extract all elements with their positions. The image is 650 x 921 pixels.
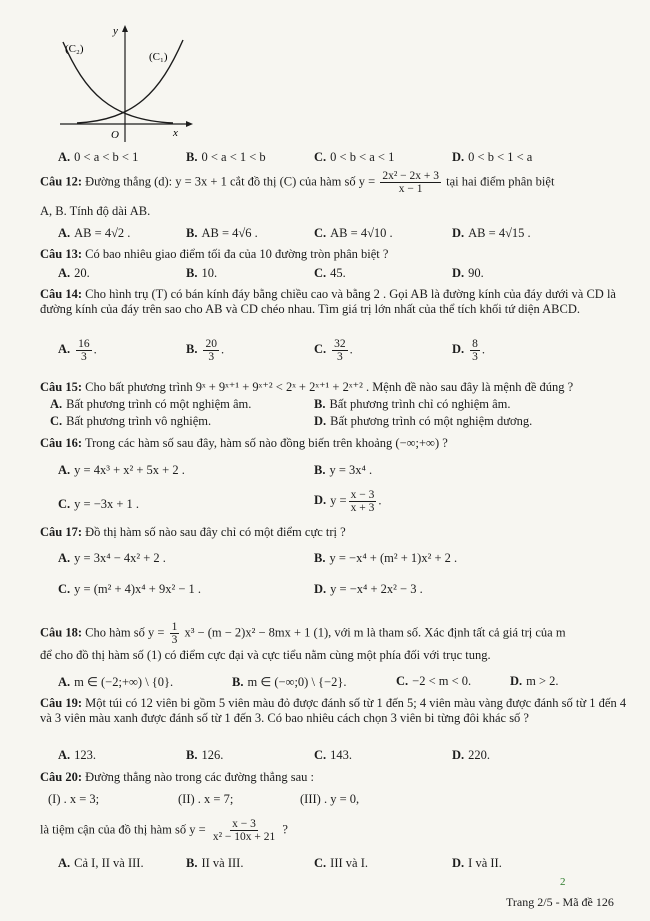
q14-option-c[interactable]: C. $\frac{32}{3}$ . [314,338,353,364]
option-text: y = 3x⁴ − 4x² + 2 . [74,551,166,565]
q19-option-b[interactable] [186,748,223,763]
option-letter: B. [186,266,198,280]
q17-stem [40,525,346,540]
q12-frac-den: x − 1 [398,183,423,196]
option-text: III và I. [330,856,368,870]
q18-frac-num: 1 [171,621,178,633]
option-text: Bất phương trình có một nghiệm dương. [330,414,533,428]
q18-option-a[interactable] [58,674,173,690]
q20-line-3: (III) . y = 0, [300,792,360,806]
x-axis-arrow [186,121,193,127]
frac-num: 32 [334,338,346,350]
option-letter: C. [314,856,327,870]
option-letter: B. [314,551,326,565]
option-text: m ∈ (−2;+∞) \ {0}. [74,675,174,689]
option-text: m ∈ (−∞;0) \ {−2}. [247,675,347,689]
option-fraction [470,338,480,363]
option-letter: A. [58,150,71,164]
frac-den: 3 [472,351,478,364]
question-label: Câu 17: [40,525,83,539]
option-letter: B. [186,748,198,762]
option-letter: C. [396,674,409,688]
option-text: Bất phương trình có một nghiệm âm. [66,397,252,411]
option-text: AB = 4√10 . [330,226,393,240]
q18-option-c[interactable] [396,674,471,689]
option-letter: C. [50,414,63,428]
q16-text: Trong các hàm số sau đây, hàm số nào đồng biến trên khoảng (−∞;+∞) ? [84,436,448,450]
option-text: 126. [201,748,224,762]
q20-line-1: (I) . x = 3; [48,792,100,806]
option-letter: A. [58,551,71,565]
option-fraction [332,338,348,363]
q11-option-b[interactable] [186,150,266,165]
q11-option-c[interactable] [314,150,394,165]
q11-option-a[interactable] [58,150,138,165]
option-text: 123. [74,748,97,762]
q18-text-b: x³ − (m − 2)x² − 8mx + 1 (1), với m là tham số. Xác định tất cả giá trị của m [184,625,566,640]
q20-stem-2 [40,818,288,843]
option-text: 45. [330,266,346,280]
option-letter: C. [314,748,327,762]
option-text: 0 < b < a < 1 [330,150,395,164]
q20-option-d[interactable] [452,856,502,871]
option-letter: D. [510,674,523,688]
q19-option-a[interactable] [58,748,96,763]
option-text: 0 < a < b < 1 [74,150,139,164]
question-label: Câu 18: [40,625,83,640]
option-text: y = 4x³ + x² + 5x + 2 . [74,463,185,477]
q12-text-b: tại hai điểm phân biệt [446,174,555,189]
q16-option-d[interactable] [314,489,381,514]
exponential-graph [55,22,195,147]
q13-text: Có bao nhiêu giao điểm tối đa của 10 đường tròn phân biệt ? [85,247,389,261]
q20-frac-den: x² − 10x + 21 [212,831,276,844]
option-letter: B. [186,342,198,357]
q12-text-c: A, B. Tính độ dài AB. [40,204,151,218]
q15-option-a[interactable] [50,397,251,412]
q17-option-c[interactable] [58,582,201,597]
q16-option-c[interactable] [58,497,139,512]
q12-stem [40,170,554,195]
option-letter: B. [186,226,198,240]
q12-text-a: Đường thẳng (d): y = 3x + 1 cắt đồ thị (C) của hàm số y = [85,174,376,189]
option-text: y = (m² + 4)x⁴ + 9x² − 1 . [74,582,202,596]
frac-num: x − 3 [350,489,375,501]
y-axis-arrow [122,25,128,32]
option-letter: A. [58,226,71,240]
option-text: 143. [330,748,353,762]
q13-option-d[interactable] [452,266,484,281]
option-fraction [349,489,377,514]
option-letter: D. [314,493,327,508]
option-text: 90. [468,266,484,280]
q17-option-b[interactable] [314,551,457,566]
option-letter: D. [452,856,465,870]
option-letter: A. [58,856,71,870]
option-letter: A. [58,675,71,689]
option-letter: D. [452,342,465,357]
option-letter: B. [232,675,244,689]
option-text: y = [330,493,347,508]
page-footer: Trang 2/5 - Mã đề 126 [506,895,614,909]
question-label: Câu 15: [40,380,83,394]
option-letter: D. [452,150,465,164]
option-letter: C. [314,266,327,280]
q15-text: Cho bất phương trình 9ˣ + 9ˣ⁺¹ + 9ˣ⁺² < 2ˣ + 2ˣ⁺¹ + 2ˣ⁺² . Mệnh đề nào sau đây là mệnh đề đúng ? [85,380,574,394]
y-label: y [113,25,118,37]
question-label: Câu 19: [40,696,83,710]
q12-fraction [380,170,441,195]
option-text: Cả I, II và III. [74,856,144,870]
question-label: Câu 12: [40,174,83,189]
option-text: Bất phương trình chỉ có nghiệm âm. [329,397,511,411]
option-letter: A. [58,463,71,477]
q19-option-d[interactable] [452,748,490,763]
q18-fraction [170,621,180,646]
option-text: y = −x⁴ + (m² + 1)x² + 2 . [329,551,458,565]
option-fraction [76,338,92,363]
option-letter: A. [50,397,63,411]
q18-stem [40,621,566,646]
q14-option-a[interactable]: A. $\frac{16}{3}$ . [58,338,97,364]
q14-text: Cho hình trụ (T) có bán kính đáy bằng chiều cao và bằng 2 . Gọi AB là đường kính của đáy dưới và CD là đường kính của đáy trên sao cho AB và CD chéo nhau. Tìm giá trị lớn nhất của thể tích khối tứ diện ABCD. [40,287,616,316]
q12-option-b[interactable] [186,226,258,241]
q19-stem [40,696,628,726]
q15-option-b[interactable] [314,397,511,412]
option-letter: C. [58,582,71,596]
q20-stem [40,770,314,785]
q17-option-a[interactable] [58,551,166,566]
option-letter: B. [186,150,198,164]
frac-den: 3 [208,351,215,364]
q16-stem [40,436,448,451]
q14-stem [40,287,628,317]
q13-stem [40,247,388,262]
option-text: II và III. [201,856,244,870]
option-letter: A. [58,342,71,357]
option-text: AB = 4√15 . [468,226,531,240]
frac-num: 20 [205,338,217,350]
option-letter: D. [452,748,465,762]
option-text: −2 < m < 0. [412,674,472,688]
q20-fraction [211,818,277,843]
option-letter: B. [314,463,326,477]
q20-line-2: (II) . x = 7; [178,792,234,806]
q13-option-b[interactable] [186,266,217,281]
option-text: AB = 4√6 . [201,226,258,240]
q15-stem [40,379,573,395]
curve-c2-label: (C₂) [65,43,84,55]
question-label: Câu 13: [40,247,83,261]
option-text: 0 < b < 1 < a [468,150,533,164]
option-text: 220. [468,748,491,762]
option-letter: C. [314,150,327,164]
frac-num: 16 [78,338,90,350]
q20-option-a[interactable] [58,856,144,871]
q15-option-d[interactable] [314,414,532,429]
q11-option-d[interactable] [452,150,532,165]
q12-option-d[interactable] [452,226,531,241]
question-label: Câu 16: [40,436,83,450]
option-text: m > 2. [526,674,559,688]
q18-frac-den: 3 [171,634,178,647]
q20-text: Đường thẳng nào trong các đường thẳng sau : [85,770,314,784]
option-letter: C. [58,497,71,511]
x-label: x [173,127,178,139]
q14-option-d[interactable]: D. $\frac{8}{3}$ . [452,338,486,364]
q13-option-c[interactable] [314,266,346,281]
option-tail: . [378,493,382,508]
option-text: I và II. [468,856,502,870]
option-text: Bất phương trình vô nghiệm. [66,414,212,428]
q18-text-c: để cho đồ thị hàm số (1) có điểm cực đại và cực tiểu nằm cùng một phía đối với trục tung. [40,648,491,662]
option-letter: C. [314,226,327,240]
option-letter: A. [58,266,71,280]
q20-text-b: ? [282,822,288,837]
q13-option-a[interactable] [58,266,90,281]
q18-option-d[interactable] [510,674,559,689]
frac-den: 3 [81,351,87,364]
option-text: AB = 4√2 . [74,226,131,240]
curve-c1-label: (C₁) [149,51,168,63]
q18-text-a: Cho hàm số y = [85,625,165,640]
option-letter: D. [452,226,465,240]
q16-option-a[interactable] [58,463,185,478]
option-letter: D. [314,414,327,428]
option-text: y = −x⁴ + 2x² − 3 . [330,582,423,596]
q18-option-b[interactable] [232,674,347,690]
q14-option-b[interactable]: B. $\frac{20}{3}$ . [186,338,225,364]
q12-option-c[interactable] [314,226,393,241]
q19-text: Một túi có 12 viên bi gồm 5 viên màu đỏ được đánh số từ 1 đến 5; 4 viên màu vàng được đánh số từ 1 đến 4 và 3 viên màu xanh được đánh số từ 1 đến 3. Có bao nhiêu cách chọn 3 viên bi từng đôi khác số ? [40,696,627,725]
option-letter: A. [58,748,71,762]
q19-option-c[interactable] [314,748,352,763]
q12-frac-num: 2x² − 2x + 3 [382,170,439,182]
q20-option-c[interactable] [314,856,368,871]
q20-text-a: là tiệm cận của đồ thị hàm số y = [40,822,206,837]
frac-den: x + 3 [350,502,375,515]
origin-label: O [111,129,119,141]
question-label: Câu 14: [40,287,83,301]
q17-text: Đồ thị hàm số nào sau đây chỉ có một điểm cực trị ? [85,525,346,539]
option-text: y = −3x + 1 . [74,497,140,511]
option-letter: B. [186,856,198,870]
option-text: 20. [74,266,90,280]
option-letter: B. [314,397,326,411]
q20-option-b[interactable] [186,856,243,871]
question-label: Câu 20: [40,770,83,784]
frac-num: 8 [472,338,478,350]
option-letter: D. [452,266,465,280]
option-text: 10. [201,266,218,280]
option-letter: D. [314,582,327,596]
q20-frac-num: x − 3 [232,818,256,830]
option-letter: C. [314,342,327,357]
q12-option-a[interactable] [58,226,130,241]
option-text: y = 3x⁴ . [329,463,373,477]
q16-option-b[interactable] [314,463,372,478]
option-text: 0 < a < 1 < b [201,150,266,164]
q15-option-c[interactable] [50,414,211,429]
handwritten-page-number: 2 [560,876,566,888]
frac-den: 3 [337,351,343,364]
option-fraction [203,338,219,363]
q17-option-d[interactable] [314,582,423,597]
